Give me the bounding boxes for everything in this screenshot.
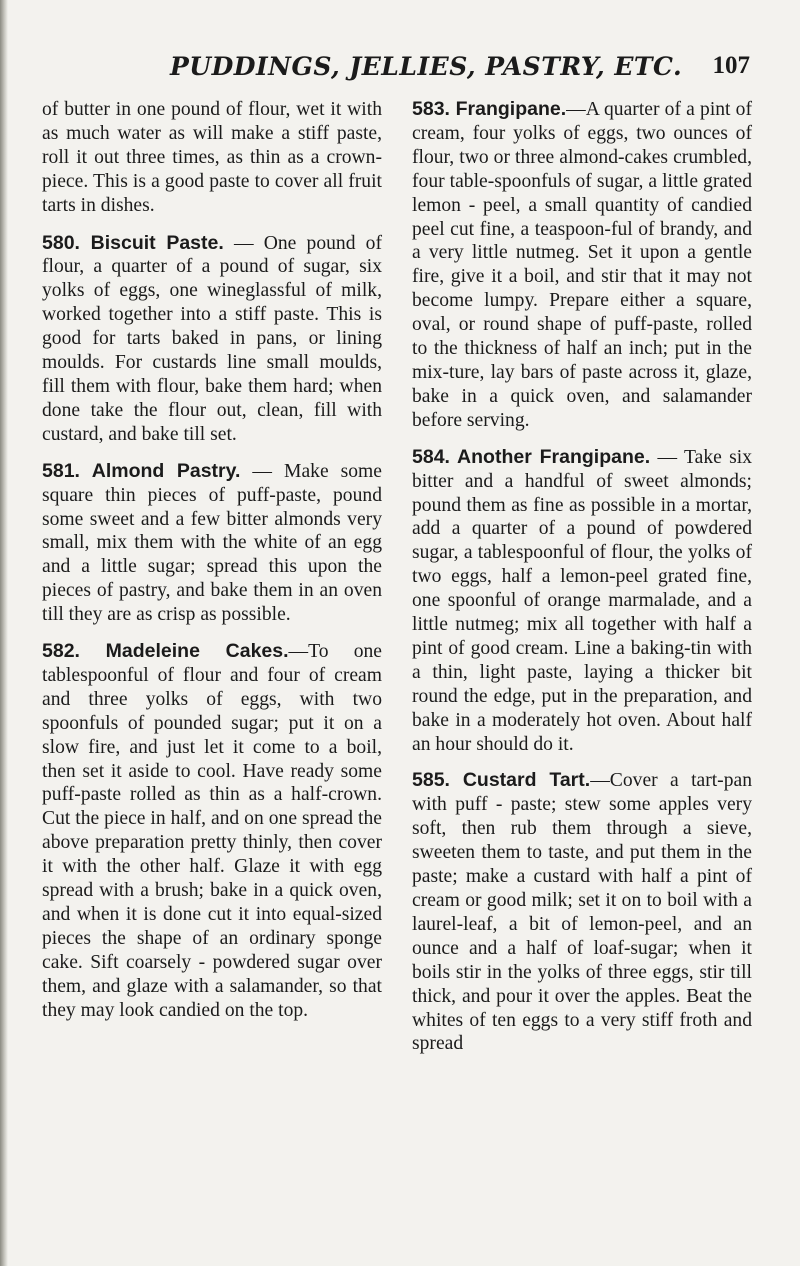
recipe-heading: 584. Another Frangipane. [412, 445, 651, 468]
recipe-581 [42, 460, 382, 627]
recipe-body: — One pound of flour, a quarter of a pound of sugar, six yolks of eggs, one wineglassful of milk, worked together into a stiff paste. This is good for tarts baked in pans, or lining moulds. For custards line small moulds, fill them with flour, bake them hard; when done take the flour out, clean, fill with custard, and bake till set. [42, 232, 382, 445]
recipe-body: — Take six bitter and a handful of sweet almonds; pound them as fine as possible in a mortar, add a quarter of a pound of powdered sugar, a tablespoonful of flour, the yolks of two eggs, half a lemon-peel grated fine, one spoonful of orange marmalade, and a little nutmeg; mix all together with half a pint of good cream. Line a baking-tin with a thin, light paste, laying a thicker bit round the edge, put in the preparation, and bake in a moderately hot oven. About half an hour should do it. [412, 446, 752, 755]
page-binding-edge [0, 0, 8, 1266]
running-title: PUDDINGS, JELLIES, PASTRY, ETC. [170, 52, 683, 81]
recipe-580 [42, 232, 382, 447]
continuation-text: of butter in one pound of flour, wet it with as much water as will make a stiff paste, roll it out three times, as thin as a crown-piece. This is a good paste to cover all fruit tarts in dishes. [42, 99, 382, 216]
recipe-585 [412, 769, 752, 1056]
recipe-584 [412, 446, 752, 757]
recipe-body: —To one tablespoonful of flour and four of cream and three yolks of eggs, with two spoonfuls of pounded sugar; put it on a slow fire, and just let it come to a boil, then set it aside to cool. Have ready some puff-paste rolled as thin as a half-crown. Cut the piece in half, and on one spread the above preparation pretty thinly, then cover it with the other half. Glaze it with egg spread with a brush; bake in a quick oven, and when it is done cut it into equal-sized pieces the shape of an ordinary sponge cake. Sift coarsely - powdered sugar over them, and glaze with a salamander, so that they may look candied on the top. [42, 641, 382, 1021]
recipe-heading: 583. Frangipane. [412, 98, 567, 120]
recipe-heading: 582. Madeleine Cakes. [42, 640, 289, 663]
recipe-body: — Make some square thin pieces of puff-paste, pound some sweet and a few bitter almonds very small, mix them with the white of an egg and a little sugar; spread this upon the pieces of pastry, and bake them in an oven till they are as crisp as possible. [42, 460, 382, 626]
recipe-heading: 585. Custard Tart. [412, 769, 591, 792]
recipe-body: —A quarter of a pint of cream, four yolks of eggs, two ounces of flour, two or three almond-cakes crumbled, four table-spoonfuls of sugar, a little grated lemon - peel, a small quantity of candied peel cut fine, a teaspoon-ful of brandy, and a very little nutmeg. Set it upon a gentle fire, give it a boil, and stir that it may not become lumpy. Prepare either a square, oval, or round shape of puff-paste, rolled to the thickness of half an inch; put in the mix-ture, lay bars of paste across it, glaze, bake in a quick oven, and salamander before serving. [412, 99, 752, 431]
recipe-582 [42, 640, 382, 1023]
recipe-583 [412, 98, 752, 433]
recipe-heading: 581. Almond Pastry. [42, 459, 241, 482]
recipe-heading: 580. Biscuit Paste. [42, 231, 224, 254]
right-column [412, 98, 752, 1069]
page-header [40, 52, 750, 92]
left-column [42, 98, 382, 1036]
continuation-paragraph [42, 98, 382, 218]
page-number: 107 [712, 52, 750, 79]
recipe-body: —Cover a tart-pan with puff - paste; stew some apples very soft, then rub them through a sieve, sweeten them to taste, and put them in the paste; make a custard with half a pint of cream or good milk; set it on to boil with a laurel-leaf, a bit of lemon-peel, and an ounce and a half of loaf-sugar; when it boils stir in the yolks of three eggs, stir till thick, and pour it over the apples. Beat the whites of ten eggs to a very stiff froth and spread [412, 770, 752, 1055]
